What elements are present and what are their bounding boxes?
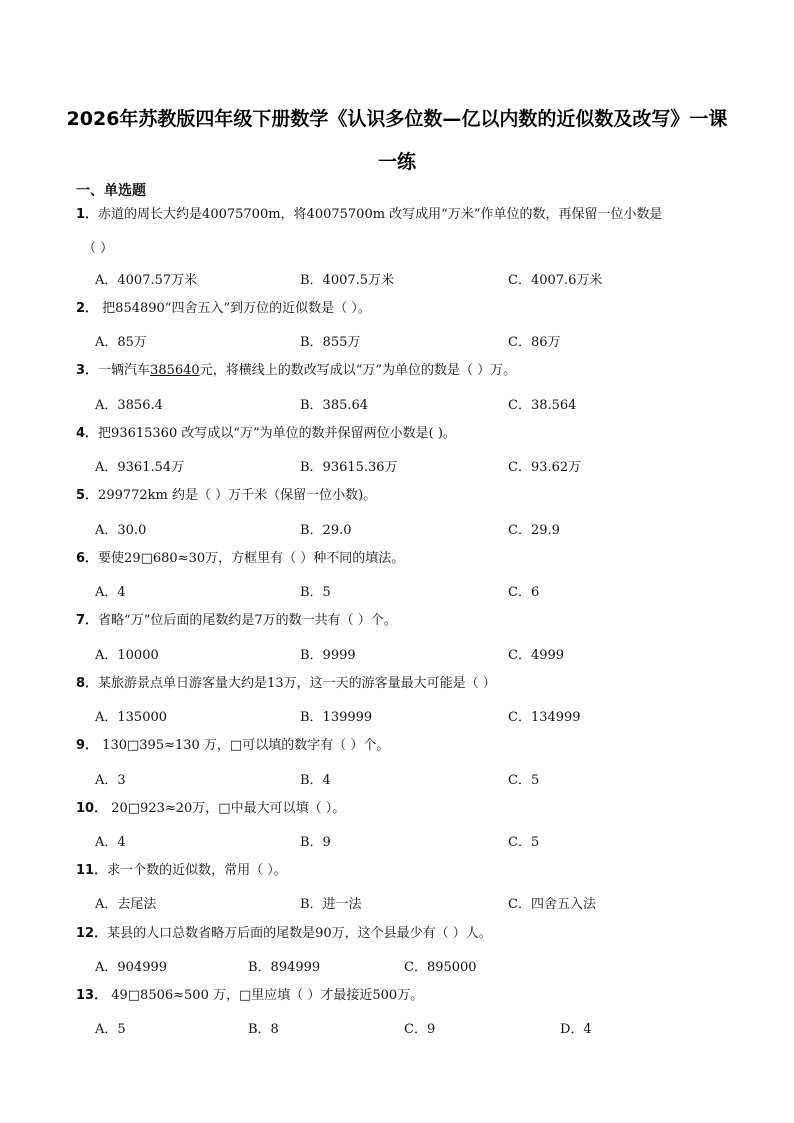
option-b: B．9999 <box>300 648 356 663</box>
question-number: 10． <box>76 801 108 816</box>
option-c: C．93.62万 <box>508 460 582 475</box>
option-c: C．9 <box>404 1022 436 1037</box>
option-b: B．29.0 <box>300 523 352 538</box>
question-9 <box>76 737 716 755</box>
option-a: A．5 <box>95 1022 126 1037</box>
option-a: A．904999 <box>95 960 168 975</box>
question-5 <box>76 487 716 505</box>
question-1 <box>76 206 716 224</box>
question-1-continuation: （ ） <box>83 241 114 256</box>
question-6 <box>76 550 716 568</box>
question-number: 9． <box>76 738 99 753</box>
option-c: C．29.9 <box>508 523 560 538</box>
question-number: 11． <box>76 863 108 878</box>
question-number: 5． <box>76 488 99 503</box>
question-text: 某旅游景点单日游客量大约是13万，这一天的游客量最大可能是（ ） <box>98 676 496 691</box>
option-a: A．3856.4 <box>95 398 163 413</box>
option-a: A．30.0 <box>95 523 147 538</box>
option-d: D．4 <box>560 1022 592 1037</box>
question-number: 12． <box>76 926 108 941</box>
question-number: 2． <box>76 301 99 316</box>
question-text: 赤道的周长大约是40075700m，将40075700m 改写成用“万米”作单位的数，再保留一位小数是 <box>98 207 663 222</box>
option-b: B．139999 <box>300 710 373 725</box>
option-c: C．4999 <box>508 648 565 663</box>
question-text: 把93615360 改写成以“万”为单位的数并保留两位小数是( )。 <box>98 426 456 441</box>
question-7 <box>76 612 716 630</box>
question-number: 4． <box>76 426 99 441</box>
section-heading: 一、单选题 <box>76 183 146 199</box>
option-a: A．85万 <box>95 335 147 350</box>
option-b: B．855万 <box>300 335 361 350</box>
option-c: C．38.564 <box>508 398 577 413</box>
option-c: C．5 <box>508 773 540 788</box>
question-text-rest: 元，将横线上的数改写成以“万”为单位的数是（ ）万。 <box>199 363 517 378</box>
question-11 <box>76 862 716 880</box>
question-2 <box>76 300 716 318</box>
option-c: C．895000 <box>404 960 477 975</box>
question-text: 20□923≈20万，□中最大可以填（ ）。 <box>107 801 346 816</box>
question-number: 8． <box>76 676 99 691</box>
question-4 <box>76 425 716 443</box>
option-a: A．4 <box>95 835 126 850</box>
option-c: C．134999 <box>508 710 581 725</box>
option-c: C．四舍五入法 <box>508 897 596 912</box>
question-text: 把854890“四舍五入”到万位的近似数是（ ）。 <box>98 301 371 316</box>
question-number: 1． <box>76 207 99 222</box>
question-number: 6． <box>76 551 99 566</box>
question-number: 7． <box>76 613 99 628</box>
option-c: C．5 <box>508 835 540 850</box>
question-number: 13． <box>76 988 108 1003</box>
question-number: 3． <box>76 363 99 378</box>
underlined-number: 385640 <box>150 363 200 378</box>
option-a: A．3 <box>95 773 126 788</box>
option-a: A．9361.54万 <box>95 460 185 475</box>
question-12 <box>76 925 716 943</box>
question-text: 一辆汽车 <box>98 363 151 378</box>
option-b: B．4 <box>300 773 331 788</box>
option-a: A．去尾法 <box>95 897 157 912</box>
question-text: 求一个数的近似数，常用（ ）。 <box>107 863 287 878</box>
question-text: 299772km 约是（ ）万千米（保留一位小数)。 <box>98 488 377 503</box>
question-10 <box>76 800 716 818</box>
question-text: 某县的人口总数省略万后面的尾数是90万，这个县最少有（ ）人。 <box>107 926 492 941</box>
question-8 <box>76 675 716 693</box>
option-a: A．4007.57万米 <box>95 273 198 288</box>
option-b: B．8 <box>248 1022 279 1037</box>
option-a: A．4 <box>95 585 126 600</box>
page-title-line-2: 一练 <box>377 151 416 173</box>
question-text: 49□8506≈500 万，□里应填（ ）才最接近500万。 <box>107 988 424 1003</box>
option-a: A．10000 <box>95 648 159 663</box>
option-b: B．4007.5万米 <box>300 273 395 288</box>
question-text: 要使29□680≈30万，方框里有（ ）种不同的填法。 <box>98 551 405 566</box>
option-c: C．6 <box>508 585 540 600</box>
page-title-line-1: 2026年苏教版四年级下册数学《认识多位数—亿以内数的近似数及改写》一课 <box>66 108 728 130</box>
question-text: 省略“万”位后面的尾数约是7万的数一共有（ ）个。 <box>98 613 397 628</box>
option-c: C．4007.6万米 <box>508 273 603 288</box>
question-text: 130□395≈130 万，□可以填的数字有（ ）个。 <box>98 738 390 753</box>
option-b: B．93615.36万 <box>300 460 398 475</box>
option-b: B．9 <box>300 835 331 850</box>
option-b: B．进一法 <box>300 897 362 912</box>
question-3 <box>76 362 716 380</box>
question-13 <box>76 987 716 1005</box>
option-c: C．86万 <box>508 335 561 350</box>
option-b: B．894999 <box>248 960 321 975</box>
option-b: B．385.64 <box>300 398 369 413</box>
option-b: B．5 <box>300 585 331 600</box>
option-a: A．135000 <box>95 710 168 725</box>
